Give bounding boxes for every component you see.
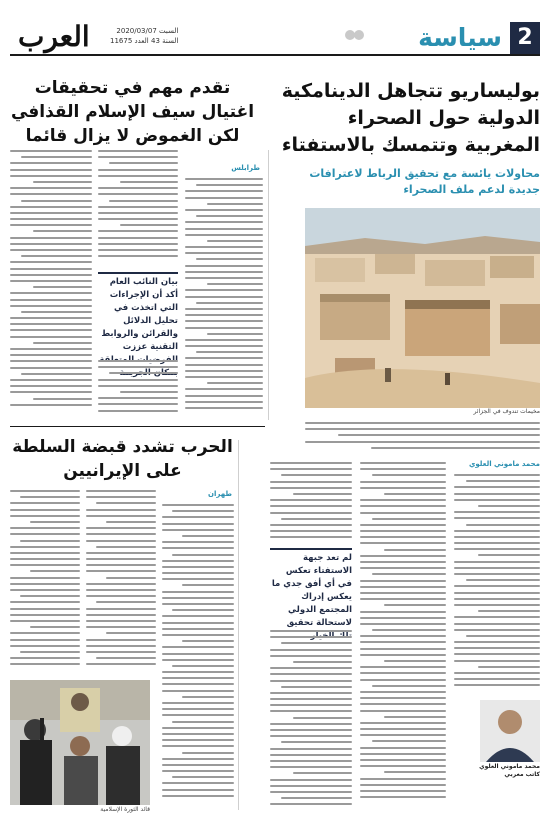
left-pull-quote: بيان النائب العام أكد أن الإجراءات التي اتخذت في تحليل الدلائل والقرائن والروابط التقنية عززت [101,277,178,352]
main-story-col-2 [360,462,446,812]
main-headline: بوليساريو تتجاهل الدينامكية الدولية حول الصحراء المغربية وتتمسك بالاستفتاء [281,80,540,156]
column-divider-2 [238,440,239,810]
section-title: سياسة [418,23,502,52]
second-story-col-2 [86,490,156,675]
second-headline-block [10,435,235,483]
second-story-col-1 [162,504,234,812]
pull-quote-bar [98,272,178,274]
author-photo [480,700,540,762]
author-name-block [478,763,540,779]
main-story-col-1 [454,474,540,694]
left-headline: تقدم مهم في تحقيقات اغتيال سيف الإسلام القذافي لكن الغموض لا يزال قائما [10,78,255,146]
left-story-col-1 [185,178,263,418]
main-story-col-3 [270,462,352,542]
issue-date: السبت 2020/03/07 [116,27,179,35]
second-photo-caption: قائد الثورة الإسلامية [100,806,150,813]
main-photo-caption: مخيمات تندوف في الجزائر [473,408,540,415]
second-photo [10,680,150,805]
page-number: 2 [510,22,540,54]
desert-camp-image [305,208,540,408]
quote-icon [344,26,364,44]
author-role: كاتب مغربي [504,771,540,778]
second-story-col-3 [10,490,80,675]
second-headline: الحرب تشدد قبضة السلطة على الإيرانيين [12,437,233,481]
main-photo [305,208,540,408]
issue-info [110,26,178,46]
main-story-col-3b [270,630,352,812]
left-story-col-2 [98,150,178,266]
crowd-image [10,680,150,805]
left-story-byline: طرابلس [231,164,260,172]
main-headline-block [275,78,540,159]
main-story-byline: محمد ماموني العلوي [468,460,540,468]
second-story-byline: طهران [208,490,232,498]
second-pull-quote: لم تعد جبهة الاستفتاء تعكس في أي أفق جدي ما يعكس إدراك المجتمع الدولي لاستحالة تحقيق [271,553,352,628]
issue-number: السنة 43 العدد 11675 [110,37,179,45]
left-story-col-3 [10,150,92,420]
left-story-col-2b [98,360,178,420]
left-headline-block [10,76,255,148]
pull-quote-bar-2 [270,548,352,550]
author-name: محمد ماموني العلوي [479,763,540,770]
main-story-lead [305,422,540,452]
column-divider [268,150,269,420]
story-divider [10,426,265,427]
main-subheadline: محاولات يائسة مع تحقيق الرباط لاعترافات جديدة لدعم ملف الصحراء [309,167,540,196]
masthead [10,22,540,56]
newspaper-logo: العرب [18,20,90,53]
